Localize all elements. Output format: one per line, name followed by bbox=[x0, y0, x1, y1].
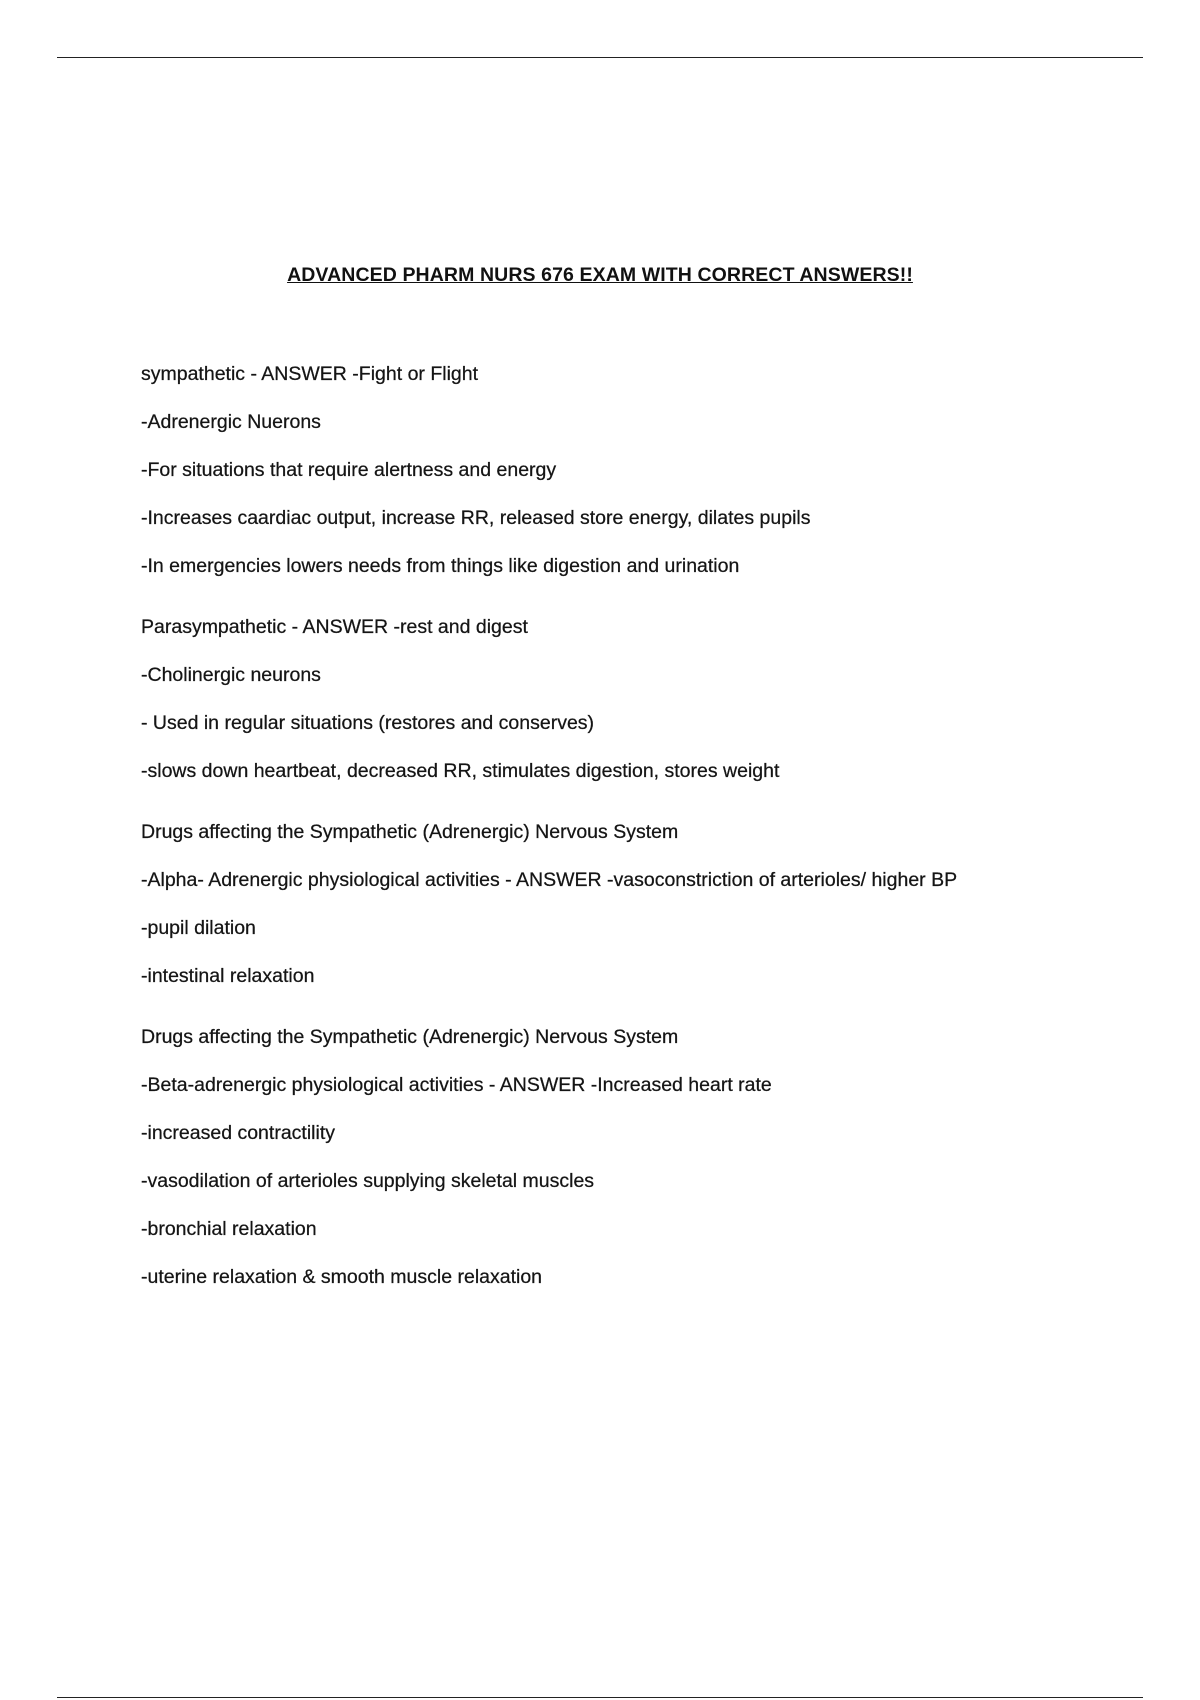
qa-line: -Beta-adrenergic physiological activities - ANSWER -Increased heart rate bbox=[141, 1074, 772, 1096]
qa-line: Parasympathetic - ANSWER -rest and digest bbox=[141, 616, 528, 638]
qa-line: - Used in regular situations (restores and conserves) bbox=[141, 712, 595, 734]
qa-block-alpha-adrenergic bbox=[141, 818, 1071, 990]
qa-line: -Increases caardiac output, increase RR, released store energy, dilates pupils bbox=[141, 507, 811, 529]
qa-line: sympathetic - ANSWER -Fight or Flight bbox=[141, 363, 479, 385]
qa-line: -intestinal relaxation bbox=[141, 965, 315, 987]
document-title: ADVANCED PHARM NURS 676 EXAM WITH CORRECT ANSWERS!! bbox=[287, 264, 913, 286]
top-rule bbox=[57, 57, 1143, 58]
qa-line: -bronchial relaxation bbox=[141, 1218, 317, 1240]
qa-block-parasympathetic bbox=[141, 613, 1071, 785]
qa-line: -uterine relaxation & smooth muscle relaxation bbox=[141, 1266, 543, 1288]
qa-line: -Cholinergic neurons bbox=[141, 664, 321, 686]
document-body bbox=[141, 360, 1071, 1324]
qa-line: -increased contractility bbox=[141, 1122, 335, 1144]
qa-line: -slows down heartbeat, decreased RR, stimulates digestion, stores weight bbox=[141, 760, 780, 782]
qa-line: -Adrenergic Nuerons bbox=[141, 411, 321, 433]
qa-block-beta-adrenergic bbox=[141, 1023, 1071, 1291]
qa-block-sympathetic bbox=[141, 360, 1071, 580]
qa-line: -For situations that require alertness and energy bbox=[141, 459, 557, 481]
qa-line: -In emergencies lowers needs from things like digestion and urination bbox=[141, 555, 740, 577]
bottom-rule bbox=[57, 1697, 1143, 1698]
qa-line: -Alpha- Adrenergic physiological activities - ANSWER -vasoconstriction of arterioles/ higher BP bbox=[141, 869, 958, 891]
qa-line: Drugs affecting the Sympathetic (Adrenergic) Nervous System bbox=[141, 821, 679, 843]
qa-line: -vasodilation of arterioles supplying skeletal muscles bbox=[141, 1170, 595, 1192]
qa-line: -pupil dilation bbox=[141, 917, 256, 939]
qa-line: Drugs affecting the Sympathetic (Adrenergic) Nervous System bbox=[141, 1026, 679, 1048]
